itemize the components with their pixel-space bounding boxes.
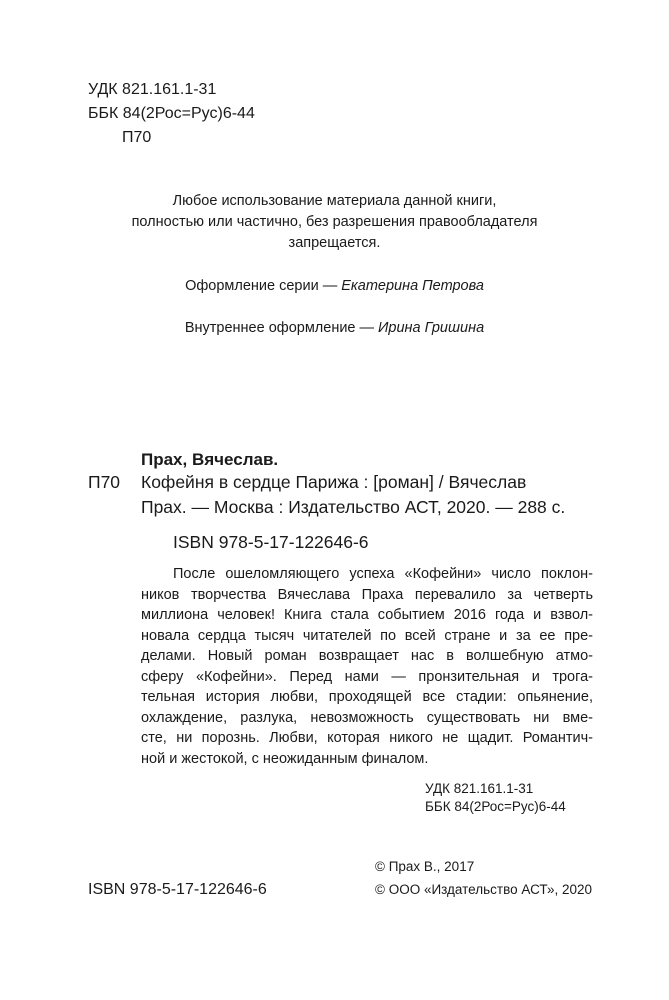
annotation-line: тельная история любви, проходящей все стадии: опьянение,	[141, 689, 593, 705]
interior-design-credit	[0, 318, 669, 339]
copyright-author: © Прах В., 2017	[375, 859, 475, 874]
series-design-label: Оформление серии —	[185, 278, 342, 294]
annotation-line: ников творчества Вячеслава Праха перевалило за четверть	[141, 586, 593, 603]
annotation-line: сферу «Кофейни». Перед нами — пронзительная и трога-	[141, 668, 593, 685]
author-heading: Прах, Вячеслав.	[141, 450, 279, 469]
series-designer-name: Екатерина Петрова	[341, 278, 484, 294]
bib-code: П70	[88, 472, 121, 492]
annotation-line: охлаждение, разлука, невозможность существовать ни вме-	[141, 709, 593, 726]
copyright-notice-line: Любое использование материала данной книги,	[172, 193, 497, 209]
copyright-publisher: © ООО «Издательство АСТ», 2020	[375, 882, 593, 897]
copyright-notice-line: полностью или частично, без разрешения правообладателя	[131, 214, 538, 230]
bib-imprint-line: Прах. — Москва : Издательство АСТ, 2020. — 288 с.	[141, 497, 566, 517]
interior-designer-name: Ирина Гришина	[378, 320, 485, 336]
footer-bbk-code: ББК 84(2Рос=Рус)6-44	[425, 799, 566, 814]
bib-title-line: Кофейня в сердце Парижа : [роман] / Вячеслав	[141, 472, 527, 492]
annotation-line: миллиона человек! Книга стала событием 2016 года и взвол-	[141, 607, 593, 623]
footer-udk-code: УДК 821.161.1-31	[425, 781, 534, 796]
annotation-line: сте, ни порознь. Любви, которая никого не щадит. Романтич-	[141, 730, 593, 746]
isbn-bottom: ISBN 978-5-17-122646-6	[88, 881, 267, 898]
annotation	[141, 564, 593, 769]
annotation-line: делами. Новый роман возвращает нас в волшебную атмо-	[141, 648, 593, 664]
bib-isbn: ISBN 978-5-17-122646-6	[173, 532, 369, 552]
udk-code: УДК 821.161.1-31	[88, 81, 217, 98]
series-design-credit	[0, 276, 669, 297]
copyright-notice-line: запрещается.	[288, 235, 381, 251]
annotation-line: ной и жестокой, с неожиданным финалом.	[141, 750, 429, 767]
annotation-line: новала сердца тысяч читателей по всей стране и за ее пре-	[141, 627, 593, 644]
interior-design-label: Внутреннее оформление —	[184, 320, 379, 336]
author-sign-code: П70	[122, 129, 152, 146]
bbk-code: ББК 84(2Рос=Рус)6-44	[88, 105, 255, 122]
annotation-line: После ошеломляющего успеха «Кофейни» число поклон-	[173, 566, 593, 582]
